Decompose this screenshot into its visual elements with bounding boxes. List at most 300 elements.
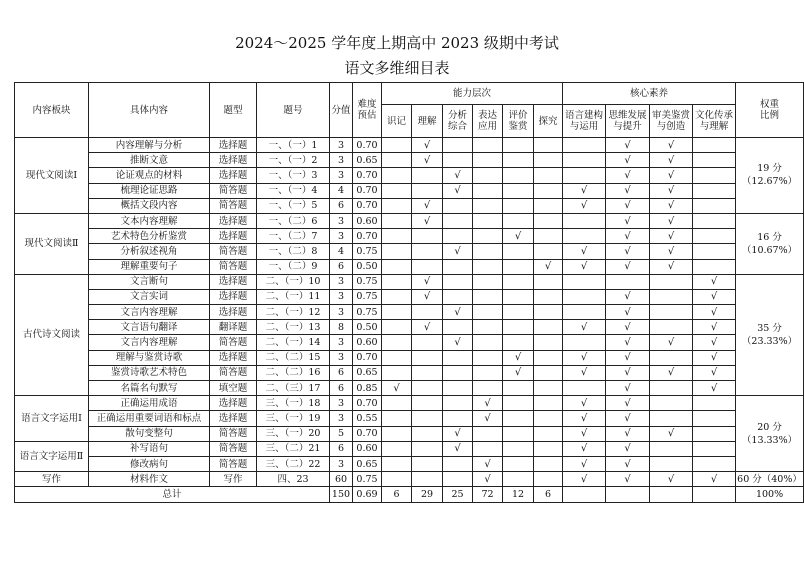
check-mark: √ — [624, 291, 631, 303]
qnum-cell: 一、（二）7 — [257, 229, 330, 244]
check-mark: √ — [580, 412, 588, 424]
table-row — [15, 198, 804, 213]
qtype-cell: 选择题 — [210, 289, 257, 304]
difficulty-cell: 0.75 — [353, 305, 382, 320]
ability-check-cell — [412, 153, 443, 168]
qnum-cell: 一、（二）9 — [257, 259, 330, 274]
content-cell: 正确运用成语 — [89, 396, 210, 411]
check-mark: √ — [423, 154, 431, 166]
ability-check-cell — [412, 183, 443, 198]
check-mark: √ — [667, 261, 675, 273]
score-cell: 3 — [330, 229, 353, 244]
ability-check-cell — [443, 411, 473, 426]
literacy-check-cell — [563, 365, 606, 380]
difficulty-cell: 0.70 — [353, 426, 382, 441]
total-literacy-cell — [606, 487, 650, 502]
header-weight: 权重 比例 — [736, 83, 804, 138]
total-row — [15, 487, 804, 502]
qnum-cell: 一、（二）8 — [257, 244, 330, 259]
literacy-check-cell — [650, 153, 693, 168]
table-row — [15, 229, 804, 244]
ability-check-cell — [412, 335, 443, 350]
check-mark: √ — [710, 337, 718, 349]
literacy-check-cell — [693, 213, 736, 228]
score-cell: 6 — [330, 365, 353, 380]
literacy-check-cell — [650, 426, 693, 441]
check-mark: √ — [580, 321, 588, 333]
ability-check-cell — [412, 244, 443, 259]
qtype-cell: 简答题 — [210, 244, 257, 259]
score-cell: 60 — [330, 472, 353, 487]
difficulty-cell: 0.60 — [353, 441, 382, 456]
score-cell: 3 — [330, 213, 353, 228]
literacy-check-cell — [563, 168, 606, 183]
literacy-check-cell — [606, 396, 650, 411]
literacy-check-cell — [650, 456, 693, 471]
ability-check-cell — [443, 183, 473, 198]
check-mark: √ — [393, 382, 400, 394]
literacy-check-cell — [650, 472, 693, 487]
total-literacy-cell — [693, 487, 736, 502]
ability-check-cell — [503, 396, 534, 411]
ability-check-cell — [534, 396, 563, 411]
check-mark: √ — [544, 261, 552, 273]
total-literacy-cell — [563, 487, 606, 502]
literacy-check-cell — [563, 244, 606, 259]
content-cell: 艺术特色分析鉴赏 — [89, 229, 210, 244]
score-cell: 3 — [330, 335, 353, 350]
ability-check-cell — [473, 381, 503, 396]
qnum-cell: 一、（二）6 — [257, 213, 330, 228]
literacy-check-cell — [650, 335, 693, 350]
table-row — [15, 305, 804, 320]
ability-check-cell — [443, 198, 473, 213]
ability-check-cell — [534, 426, 563, 441]
ability-check-cell — [412, 426, 443, 441]
check-mark: √ — [624, 245, 631, 257]
difficulty-cell: 0.60 — [353, 213, 382, 228]
literacy-check-cell — [693, 138, 736, 153]
score-cell: 3 — [330, 411, 353, 426]
header-literacy: 审美鉴赏 与创造 — [650, 105, 693, 138]
qtype-cell: 写作 — [210, 472, 257, 487]
table-row — [15, 350, 804, 365]
ability-check-cell — [503, 289, 534, 304]
ability-check-cell — [443, 168, 473, 183]
literacy-check-cell — [693, 153, 736, 168]
ability-check-cell — [412, 411, 443, 426]
check-mark: √ — [667, 473, 675, 485]
difficulty-cell: 0.70 — [353, 350, 382, 365]
ability-check-cell — [412, 396, 443, 411]
ability-check-cell — [412, 213, 443, 228]
table-row — [15, 320, 804, 335]
check-mark: √ — [710, 276, 718, 288]
section-name: 现代文阅读Ⅱ — [15, 213, 89, 274]
ability-check-cell — [503, 168, 534, 183]
difficulty-cell: 0.60 — [353, 335, 382, 350]
ability-check-cell — [382, 411, 412, 426]
score-cell: 6 — [330, 259, 353, 274]
total-literacy-cell — [650, 487, 693, 502]
weight-cell: 19 分 （12.67%） — [736, 138, 804, 214]
ability-check-cell — [443, 350, 473, 365]
ability-check-cell — [534, 289, 563, 304]
ability-check-cell — [443, 259, 473, 274]
check-mark: √ — [454, 185, 461, 197]
table-row — [15, 472, 804, 487]
header-ability: 识记 — [382, 105, 412, 138]
ability-check-cell — [503, 320, 534, 335]
table-row — [15, 274, 804, 289]
check-mark: √ — [624, 382, 631, 394]
ability-check-cell — [473, 441, 503, 456]
literacy-check-cell — [563, 213, 606, 228]
literacy-check-cell — [693, 183, 736, 198]
literacy-check-cell — [606, 168, 650, 183]
literacy-check-cell — [563, 229, 606, 244]
literacy-check-cell — [650, 244, 693, 259]
ability-check-cell — [503, 365, 534, 380]
total-ability-count: 12 — [503, 487, 534, 502]
score-cell: 4 — [330, 244, 353, 259]
total-ability-count: 72 — [473, 487, 503, 502]
check-mark: √ — [710, 473, 718, 485]
ability-check-cell — [382, 274, 412, 289]
content-cell: 分析叙述视角 — [89, 244, 210, 259]
ability-check-cell — [534, 456, 563, 471]
check-mark: √ — [624, 215, 631, 227]
score-cell: 3 — [330, 138, 353, 153]
literacy-check-cell — [693, 274, 736, 289]
ability-check-cell — [534, 138, 563, 153]
score-cell: 6 — [330, 381, 353, 396]
header-score: 分值 — [330, 83, 353, 138]
weight-cell: 35 分 （23.33%） — [736, 274, 804, 396]
total-difficulty: 0.69 — [353, 487, 382, 502]
ability-check-cell — [412, 365, 443, 380]
difficulty-cell: 0.70 — [353, 138, 382, 153]
qtype-cell: 简答题 — [210, 441, 257, 456]
header-ability: 理解 — [412, 105, 443, 138]
qnum-cell: 二、（二）15 — [257, 350, 330, 365]
check-mark: √ — [624, 261, 631, 273]
content-cell: 修改病句 — [89, 456, 210, 471]
ability-check-cell — [473, 244, 503, 259]
table-row — [15, 213, 804, 228]
literacy-check-cell — [563, 426, 606, 441]
header-content: 具体内容 — [89, 83, 210, 138]
qtype-cell: 简答题 — [210, 259, 257, 274]
weight-cell: 16 分 （10.67%） — [736, 213, 804, 274]
ability-check-cell — [382, 426, 412, 441]
qnum-cell: 四、23 — [257, 472, 330, 487]
table-row — [15, 138, 804, 153]
score-cell: 5 — [330, 426, 353, 441]
table-row — [15, 289, 804, 304]
ability-check-cell — [503, 259, 534, 274]
ability-check-cell — [473, 456, 503, 471]
table-row — [15, 335, 804, 350]
table-row — [15, 396, 804, 411]
literacy-check-cell — [606, 138, 650, 153]
difficulty-cell: 0.75 — [353, 289, 382, 304]
ability-check-cell — [443, 274, 473, 289]
check-mark: √ — [624, 185, 631, 197]
score-cell: 3 — [330, 350, 353, 365]
header-ability: 表达 应用 — [473, 105, 503, 138]
ability-check-cell — [503, 183, 534, 198]
check-mark: √ — [484, 397, 491, 409]
ability-check-cell — [534, 411, 563, 426]
check-mark: √ — [710, 382, 718, 394]
section-name: 语言文字运用Ⅱ — [15, 441, 89, 471]
literacy-check-cell — [606, 244, 650, 259]
qtype-cell: 简答题 — [210, 183, 257, 198]
ability-check-cell — [473, 350, 503, 365]
ability-check-cell — [534, 198, 563, 213]
literacy-check-cell — [693, 229, 736, 244]
difficulty-cell: 0.70 — [353, 396, 382, 411]
section-name: 写作 — [15, 472, 89, 487]
check-mark: √ — [667, 215, 675, 227]
section-name: 古代诗文阅读 — [15, 274, 89, 396]
literacy-check-cell — [563, 350, 606, 365]
ability-check-cell — [412, 259, 443, 274]
ability-check-cell — [534, 441, 563, 456]
qnum-cell: 一、（一）4 — [257, 183, 330, 198]
ability-check-cell — [534, 213, 563, 228]
ability-check-cell — [473, 198, 503, 213]
literacy-check-cell — [563, 153, 606, 168]
ability-check-cell — [382, 472, 412, 487]
content-cell: 文言内容理解 — [89, 305, 210, 320]
literacy-check-cell — [693, 350, 736, 365]
ability-check-cell — [473, 183, 503, 198]
ability-check-cell — [503, 213, 534, 228]
literacy-check-cell — [563, 335, 606, 350]
check-mark: √ — [454, 428, 461, 440]
ability-check-cell — [443, 396, 473, 411]
difficulty-cell: 0.75 — [353, 244, 382, 259]
difficulty-cell: 0.70 — [353, 229, 382, 244]
check-mark: √ — [580, 397, 588, 409]
literacy-check-cell — [563, 472, 606, 487]
check-mark: √ — [710, 367, 718, 379]
literacy-check-cell — [563, 396, 606, 411]
content-cell: 文本内容理解 — [89, 213, 210, 228]
table-row — [15, 441, 804, 456]
check-mark: √ — [423, 200, 431, 212]
literacy-check-cell — [606, 274, 650, 289]
content-cell: 名篇名句默写 — [89, 381, 210, 396]
literacy-check-cell — [693, 411, 736, 426]
ability-check-cell — [473, 335, 503, 350]
ability-check-cell — [412, 305, 443, 320]
check-mark: √ — [423, 139, 431, 151]
qtype-cell: 选择题 — [210, 350, 257, 365]
ability-check-cell — [503, 138, 534, 153]
literacy-check-cell — [693, 198, 736, 213]
literacy-check-cell — [650, 411, 693, 426]
ability-check-cell — [473, 289, 503, 304]
table-row — [15, 183, 804, 198]
qtype-cell: 简答题 — [210, 456, 257, 471]
ability-check-cell — [382, 289, 412, 304]
ability-check-cell — [443, 153, 473, 168]
ability-check-cell — [382, 183, 412, 198]
difficulty-cell: 0.85 — [353, 381, 382, 396]
table-title: 语文多维细目表 — [344, 59, 450, 77]
ability-check-cell — [503, 198, 534, 213]
header-literacy: 语言建构 与运用 — [563, 105, 606, 138]
literacy-check-cell — [693, 335, 736, 350]
check-mark: √ — [454, 306, 461, 318]
literacy-check-cell — [606, 472, 650, 487]
ability-check-cell — [382, 229, 412, 244]
literacy-check-cell — [563, 274, 606, 289]
check-mark: √ — [710, 306, 718, 318]
header-ability: 分析 综合 — [443, 105, 473, 138]
content-cell: 材料作文 — [89, 472, 210, 487]
ability-check-cell — [412, 381, 443, 396]
content-cell: 鉴赏诗歌艺术特色 — [89, 365, 210, 380]
literacy-check-cell — [563, 456, 606, 471]
ability-check-cell — [443, 365, 473, 380]
table-row — [15, 244, 804, 259]
ability-check-cell — [412, 472, 443, 487]
check-mark: √ — [710, 352, 718, 364]
check-mark: √ — [580, 200, 588, 212]
content-cell: 补写语句 — [89, 441, 210, 456]
check-mark: √ — [580, 261, 588, 273]
check-mark: √ — [667, 185, 675, 197]
qnum-cell: 二、（一）10 — [257, 274, 330, 289]
check-mark: √ — [624, 321, 631, 333]
total-ability-count: 6 — [534, 487, 563, 502]
ability-check-cell — [473, 138, 503, 153]
content-cell: 文言实词 — [89, 289, 210, 304]
content-cell: 理解重要句子 — [89, 259, 210, 274]
ability-check-cell — [443, 213, 473, 228]
check-mark: √ — [580, 245, 588, 257]
check-mark: √ — [667, 169, 675, 181]
score-cell: 3 — [330, 305, 353, 320]
ability-check-cell — [412, 441, 443, 456]
ability-check-cell — [503, 274, 534, 289]
ability-check-cell — [534, 259, 563, 274]
ability-check-cell — [534, 335, 563, 350]
ability-check-cell — [473, 229, 503, 244]
qtype-cell: 选择题 — [210, 396, 257, 411]
check-mark: √ — [580, 367, 588, 379]
literacy-check-cell — [650, 229, 693, 244]
header-qtype: 题型 — [210, 83, 257, 138]
ability-check-cell — [473, 168, 503, 183]
qtype-cell: 选择题 — [210, 168, 257, 183]
ability-check-cell — [382, 320, 412, 335]
check-mark: √ — [484, 458, 491, 470]
check-mark: √ — [423, 291, 431, 303]
ability-check-cell — [412, 198, 443, 213]
literacy-check-cell — [693, 244, 736, 259]
ability-check-cell — [534, 229, 563, 244]
header-ability: 探究 — [534, 105, 563, 138]
qtype-cell: 简答题 — [210, 426, 257, 441]
content-cell: 正确运用重要词语和标点 — [89, 411, 210, 426]
header-literacy: 思维发展 与提升 — [606, 105, 650, 138]
header-difficulty: 难度 预估 — [353, 83, 382, 138]
check-mark: √ — [514, 230, 522, 242]
score-cell: 6 — [330, 198, 353, 213]
literacy-check-cell — [606, 259, 650, 274]
qnum-cell: 一、（一）3 — [257, 168, 330, 183]
score-cell: 3 — [330, 456, 353, 471]
qnum-cell: 二、（一）11 — [257, 289, 330, 304]
difficulty-cell: 0.55 — [353, 411, 382, 426]
literacy-check-cell — [563, 289, 606, 304]
ability-check-cell — [443, 229, 473, 244]
literacy-check-cell — [693, 168, 736, 183]
check-mark: √ — [624, 200, 631, 212]
header-literacy-group: 核心素养 — [563, 83, 736, 105]
qtype-cell: 填空题 — [210, 381, 257, 396]
qtype-cell: 选择题 — [210, 138, 257, 153]
ability-check-cell — [473, 274, 503, 289]
difficulty-cell: 0.70 — [353, 168, 382, 183]
literacy-check-cell — [650, 259, 693, 274]
ability-check-cell — [503, 381, 534, 396]
check-mark: √ — [667, 337, 675, 349]
literacy-check-cell — [606, 198, 650, 213]
literacy-check-cell — [563, 320, 606, 335]
ability-check-cell — [443, 244, 473, 259]
ability-check-cell — [503, 426, 534, 441]
literacy-check-cell — [606, 229, 650, 244]
content-cell: 论证观点的材料 — [89, 168, 210, 183]
literacy-check-cell — [606, 305, 650, 320]
score-cell: 8 — [330, 320, 353, 335]
score-cell: 3 — [330, 168, 353, 183]
difficulty-cell: 0.50 — [353, 320, 382, 335]
literacy-check-cell — [606, 441, 650, 456]
ability-check-cell — [412, 274, 443, 289]
qtype-cell: 选择题 — [210, 213, 257, 228]
ability-check-cell — [503, 305, 534, 320]
check-mark: √ — [667, 428, 675, 440]
ability-check-cell — [412, 289, 443, 304]
ability-check-cell — [382, 396, 412, 411]
table-row — [15, 259, 804, 274]
qnum-cell: 三、（一）18 — [257, 396, 330, 411]
ability-check-cell — [382, 441, 412, 456]
difficulty-cell: 0.75 — [353, 274, 382, 289]
check-mark: √ — [580, 428, 588, 440]
ability-check-cell — [412, 229, 443, 244]
check-mark: √ — [580, 458, 588, 470]
difficulty-cell: 0.50 — [353, 259, 382, 274]
score-cell: 3 — [330, 289, 353, 304]
content-cell: 理解与鉴赏诗歌 — [89, 350, 210, 365]
ability-check-cell — [473, 305, 503, 320]
ability-check-cell — [503, 153, 534, 168]
check-mark: √ — [667, 154, 675, 166]
table-row — [15, 168, 804, 183]
ability-check-cell — [503, 350, 534, 365]
literacy-check-cell — [606, 456, 650, 471]
check-mark: √ — [624, 352, 631, 364]
check-mark: √ — [624, 154, 631, 166]
